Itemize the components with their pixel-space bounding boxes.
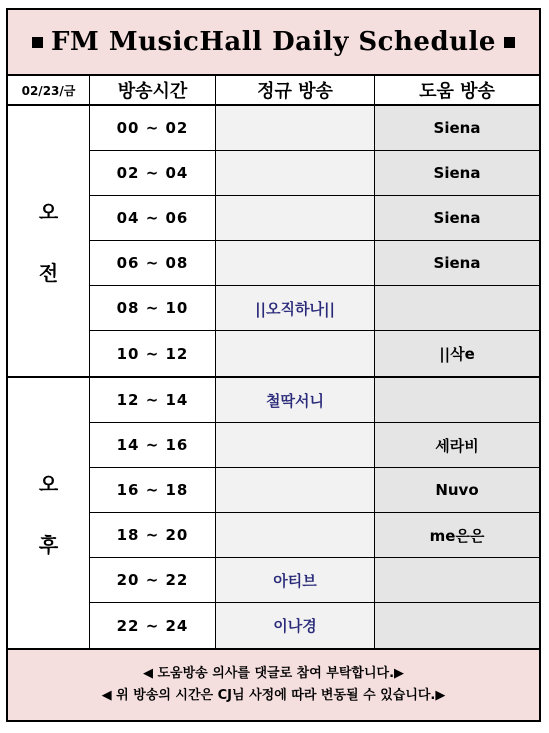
table-row [90,513,539,558]
table-row [90,196,539,241]
table-row [90,286,539,331]
table-row [90,603,539,648]
regular-cell [216,151,375,195]
help-cell: Siena [375,196,539,240]
help-cell: 세라비 [375,423,539,467]
footer-notice [8,648,539,720]
date-header: 02/23/금 [8,76,90,104]
regular-cell [216,196,375,240]
regular-cell [216,106,375,150]
am-section [8,106,539,376]
square-bullet-icon [32,37,43,48]
help-cell: me은은 [375,513,539,557]
help-cell: Siena [375,151,539,195]
regular-cell: 이나경 [216,603,375,648]
time-cell: 02 ~ 04 [90,151,216,195]
table-row [90,558,539,603]
table-row [90,241,539,286]
help-cell [375,603,539,648]
table-row [90,151,539,196]
time-cell: 06 ~ 08 [90,241,216,285]
time-column-header: 방송시간 [90,76,216,104]
footer-line-1: ◀ 도움방송 의사를 댓글로 참여 부탁합니다.▶ [142,666,405,681]
am-label [8,106,90,376]
regular-cell [216,331,375,376]
regular-cell: 철딱서니 [216,378,375,422]
regular-cell [216,513,375,557]
am-label-char-2: 전 [38,261,59,285]
time-cell: 12 ~ 14 [90,378,216,422]
help-column-header: 도움 방송 [419,81,495,102]
regular-cell: ||오직하나|| [216,286,375,330]
time-cell: 16 ~ 18 [90,468,216,512]
pm-section [8,378,539,648]
help-cell: Nuvo [375,468,539,512]
time-cell: 00 ~ 02 [90,106,216,150]
am-label-char-1: 오 [38,200,59,224]
help-cell [375,558,539,602]
table-header [8,74,539,106]
help-cell [375,378,539,422]
regular-cell [216,468,375,512]
title-text: FM MusicHall Daily Schedule [51,27,496,57]
time-cell: 18 ~ 20 [90,513,216,557]
pm-label-char-1: 오 [38,472,59,496]
table-row [90,423,539,468]
help-cell: ||삭e [375,331,539,376]
time-cell: 20 ~ 22 [90,558,216,602]
regular-cell [216,241,375,285]
time-cell: 10 ~ 12 [90,331,216,376]
table-row [90,378,539,423]
square-bullet-icon [504,37,515,48]
pm-label [8,378,90,648]
schedule-frame [6,8,541,722]
time-cell: 14 ~ 16 [90,423,216,467]
time-cell: 04 ~ 06 [90,196,216,240]
pm-label-char-2: 후 [38,533,59,557]
regular-column-header: 정규 방송 [216,76,375,104]
schedule-title [8,10,539,74]
regular-cell: 아티브 [216,558,375,602]
help-cell: Siena [375,106,539,150]
table-row [90,331,539,376]
table-row [90,468,539,513]
help-cell: Siena [375,241,539,285]
footer-line-2: ◀ 위 방송의 시간은 CJ님 사정에 따라 변동될 수 있습니다.▶ [101,688,446,703]
regular-cell [216,423,375,467]
time-cell: 08 ~ 10 [90,286,216,330]
table-row [90,106,539,151]
time-cell: 22 ~ 24 [90,603,216,648]
help-cell [375,286,539,330]
